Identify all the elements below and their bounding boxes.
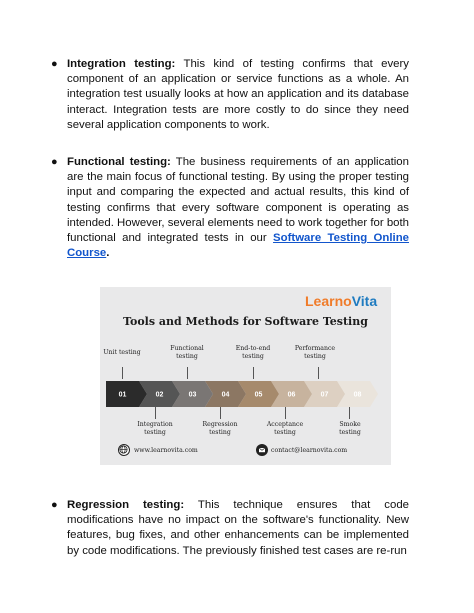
bullet-dot: ● [51,499,58,511]
bullet-text: The business requirements of an application are the main focus of functional testing. By using the proper testing input and comparing the expected and actual results, this kind of testing confirms that every software component is operating as intended. However, several elements need to work together for both functional and integrated tests in our [67,156,409,245]
chevron-step-number: 03 [188,391,197,399]
globe-icon [118,444,130,456]
chevron-step-number: 06 [287,391,296,399]
learnovita-logo: LearnoVita [305,293,378,309]
bullet-text: This kind of testing confirms that every component of an application or service functions as a whole. An integration test usually looks at how an application and its database interact. Integration tests are more costly to do since they need several application components to work. [67,58,409,131]
connector-line [253,367,254,379]
bullet-dot: ● [51,156,58,168]
label-performance-testing: Performance testing [294,345,336,360]
connector-line [220,407,221,419]
website-text: www.learnovita.com [134,447,198,454]
course-link[interactable]: Software Testing Online Course [67,232,409,260]
email-icon [256,444,268,456]
bullet-period: . [106,247,110,260]
connector-line [155,407,156,419]
chevron-step-number: 02 [155,391,164,399]
label-smoke-testing: Smoke testing [339,421,361,436]
infographic-title: Tools and Methods for Software Testing [123,315,368,328]
label-regression-testing: Regression testing [202,421,238,436]
connector-line [318,367,319,379]
bullet-integration-testing [51,57,409,133]
chevron-step-number: 07 [320,391,329,399]
bullet-functional-testing [51,155,409,261]
bullet-term: Integration testing: [67,58,176,70]
label-integration-testing: Integration testing [137,421,173,436]
testing-methods-infographic [100,287,391,465]
label-functional-testing: Functional testing [170,345,204,360]
bullet-term: Regression testing: [67,499,185,511]
label-end-to-end-testing: End-to-end testing [235,345,271,360]
connector-line [349,407,350,419]
bullet-dot: ● [51,58,58,70]
bullet-regression-testing [51,498,409,559]
chevron-step-number: 04 [221,391,230,399]
label-acceptance-testing: Acceptance testing [266,421,304,436]
connector-line [285,407,286,419]
bullet-text: This technique ensures that code modifications have no impact on the software's functionality. New features, bug fixes, and other enhancements can be implemented by code modifications. The previously finished test cases are re-run [67,499,409,557]
chevron-step-01 [106,381,147,407]
connector-line [122,367,123,379]
chevron-step-number: 05 [254,391,263,399]
chevron-step-number: 01 [118,391,127,399]
bullet-term: Functional testing: [67,156,171,168]
chevron-step-number: 08 [353,391,362,399]
label-unit-testing: Unit testing [103,349,141,356]
email-text: contact@learnovita.com [271,447,348,454]
connector-line [187,367,188,379]
steps-chevron-row [100,379,391,409]
